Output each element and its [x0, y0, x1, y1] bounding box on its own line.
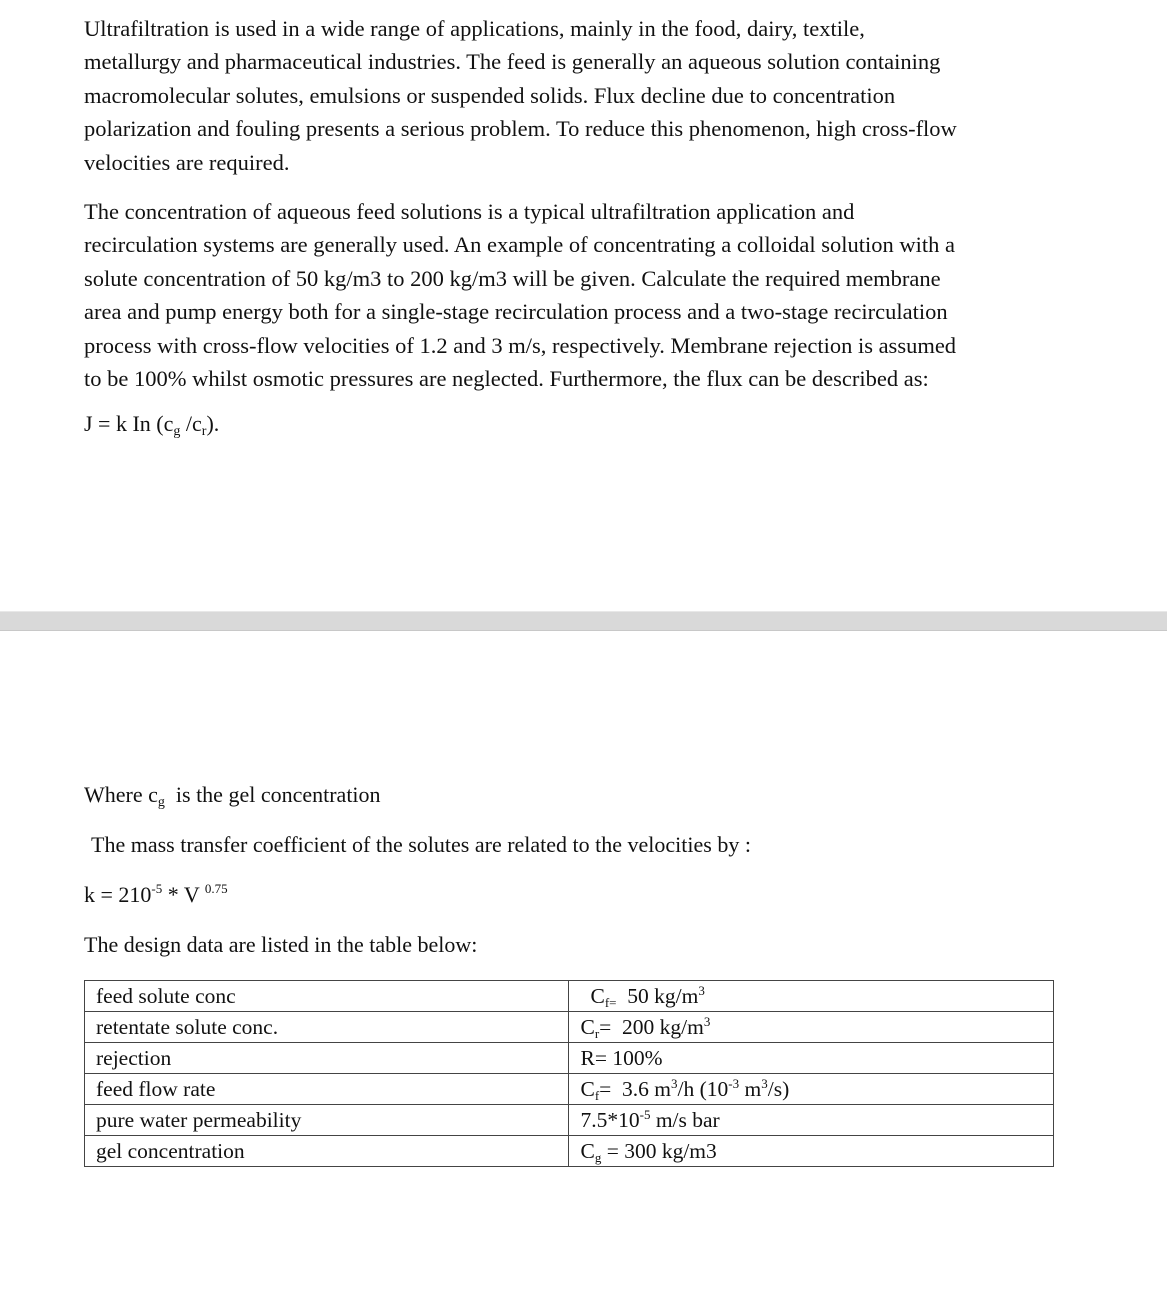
page-divider — [0, 611, 1167, 631]
value-cell: $C_g = 300$ kg/m3 — [569, 1136, 1054, 1167]
table-row — [85, 1043, 1054, 1074]
table-row — [85, 1105, 1054, 1136]
paragraph-line: area and pump energy both for a single-stage recirculation process and a two-stage recirculation — [84, 299, 948, 325]
k-formula: $k = 210^{-5} * V$ $^{0.75}$ — [84, 881, 228, 907]
table-row — [85, 981, 1054, 1012]
value-cell: $C_r= 200$ $kg/m^3$ — [569, 1012, 1054, 1043]
gel-concentration-definition: Where $c_g$ is the gel concentration — [84, 782, 381, 810]
table-row — [85, 1074, 1054, 1105]
param-cell: rejection — [85, 1043, 569, 1074]
problem-paragraph — [84, 195, 1074, 395]
paragraph-line: macromolecular solutes, emulsions or suspended solids. Flux decline due to concentration — [84, 82, 896, 108]
paragraph-line: velocities are required. — [84, 149, 290, 175]
paragraph-line: metallurgy and pharmaceutical industries. The feed is generally an aqueous solution containing — [84, 49, 941, 75]
value-cell: $C_{f=}$ 50 $kg/m^3$ — [569, 981, 1054, 1012]
param-cell: feed solute conc — [85, 981, 569, 1012]
design-data-table — [84, 980, 1054, 1167]
table-row — [85, 1012, 1054, 1043]
param-cell: gel concentration — [85, 1136, 569, 1167]
value-cell: R= 100% — [569, 1043, 1054, 1074]
mass-transfer-statement: The mass transfer coefficient of the solutes are related to the velocities by : — [91, 832, 751, 857]
paragraph-line: The concentration of aqueous feed solutions is a typical ultrafiltration application and — [84, 199, 855, 224]
paragraph-line: recirculation systems are generally used. An example of concentrating a colloidal solution with a — [84, 232, 955, 258]
flux-formula: J = k In ($c_g$ $/c_r$). — [84, 411, 220, 439]
paragraph-line: to be 100% whilst osmotic pressures are neglected. Furthermore, the flux can be described as: — [84, 366, 929, 392]
paragraph-line: polarization and fouling presents a serious problem. To reduce this phenomenon, high cross-flow — [84, 116, 957, 142]
param-cell: retentate solute conc. — [85, 1012, 569, 1043]
value-cell: $C_f= 3.6$ $m^3/h$ ($10^{-3}$ $m^3/s$) — [569, 1074, 1054, 1105]
value-cell: $7.5*10^{-5}$ m/s bar — [569, 1105, 1054, 1136]
param-cell: feed flow rate — [85, 1074, 569, 1105]
table-row — [85, 1136, 1054, 1167]
param-cell: pure water permeability — [85, 1105, 569, 1136]
table-intro: The design data are listed in the table below: — [84, 932, 478, 957]
paragraph-line: solute concentration of 50 kg/m3 to 200 kg/m3 will be given. Calculate the required membrane — [84, 265, 941, 291]
intro-paragraph — [84, 12, 1074, 179]
paragraph-line: Ultrafiltration is used in a wide range of applications, mainly in the food, dairy, textile, — [84, 16, 865, 41]
paragraph-line: process with cross-flow velocities of 1.2 and 3 m/s, respectively. Membrane rejection is assumed — [84, 332, 957, 358]
